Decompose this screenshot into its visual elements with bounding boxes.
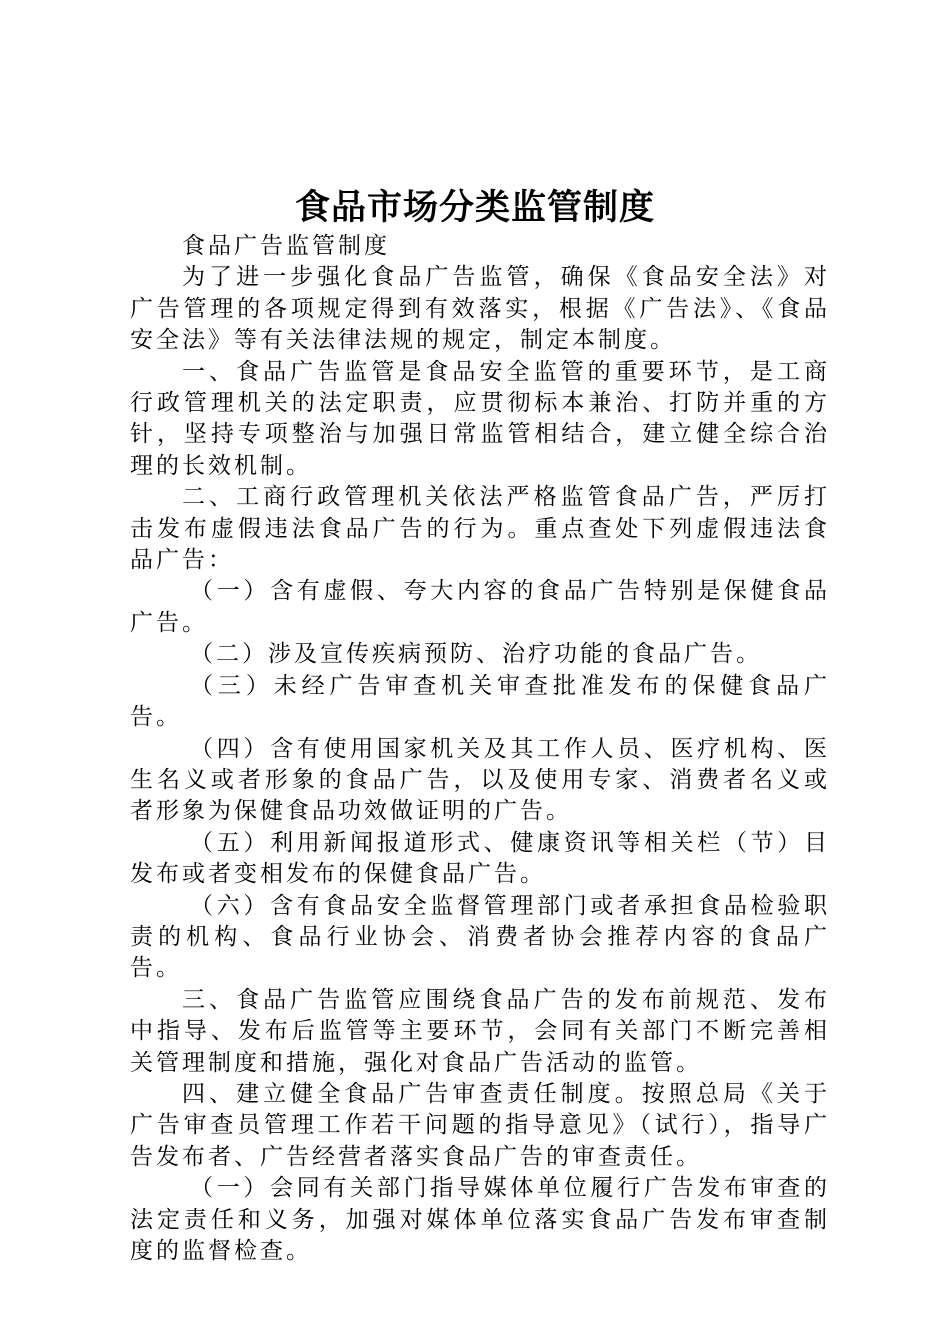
article-2-item-6: （六）含有食品安全监督管理部门或者承担食品检验职责的机构、食品行业协会、消费者协会推荐内容的食品广告。 [130, 892, 830, 982]
article-3-paragraph: 三、食品广告监管应围绕食品广告的发布前规范、发布中指导、发布后监管等主要环节，会同有关部门不断完善相关管理制度和措施，强化对食品广告活动的监管。 [130, 986, 830, 1076]
article-2-item-4: （四）含有使用国家机关及其工作人员、医疗机构、医生名义或者形象的食品广告，以及使用专家、消费者名义或者形象为保健食品功效做证明的广告。 [130, 735, 830, 825]
document-title: 食品市场分类监管制度 [294, 188, 655, 228]
section-heading: 食品广告监管制度 [182, 233, 390, 259]
intro-paragraph: 为了进一步强化食品广告监管，确保《食品安全法》对广告管理的各项规定得到有效落实，根据《广告法》、《食品安全法》等有关法律法规的规定，制定本制度。 [130, 264, 830, 354]
article-4-item-1: （一）会同有关部门指导媒体单位履行广告发布审查的法定责任和义务，加强对媒体单位落实食品广告发布审查制度的监督检查。 [130, 1175, 830, 1264]
article-1-paragraph: 一、食品广告监管是食品安全监管的重要环节，是工商行政管理机关的法定职责，应贯彻标本兼治、打防并重的方针，坚持专项整治与加强日常监管相结合，建立健全综合治理的长效机制。 [130, 358, 830, 479]
article-2-item-1: （一）含有虚假、夸大内容的食品广告特别是保健食品广告。 [130, 578, 830, 636]
document-body [130, 231, 830, 1267]
article-4-paragraph: 四、建立健全食品广告审查责任制度。按照总局《关于广告审查员管理工作若干问题的指导意见》（试行），指导广告发布者、广告经营者落实食品广告的审查责任。 [130, 1080, 830, 1170]
article-2-item-2: （二）涉及宣传疾病预防、治疗功能的食品广告。 [190, 641, 762, 668]
article-2-item-3: （三）未经广告审查机关审查批准发布的保健食品广告。 [130, 672, 830, 731]
article-2-paragraph: 二、工商行政管理机关依法严格监管食品广告，严厉打击发布虚假违法食品广告的行为。重点查处下列虚假违法食品广告： [130, 484, 830, 574]
article-2-item-5: （五）利用新闻报道形式、健康资讯等相关栏（节）目发布或者变相发布的保健食品广告。 [130, 829, 830, 888]
